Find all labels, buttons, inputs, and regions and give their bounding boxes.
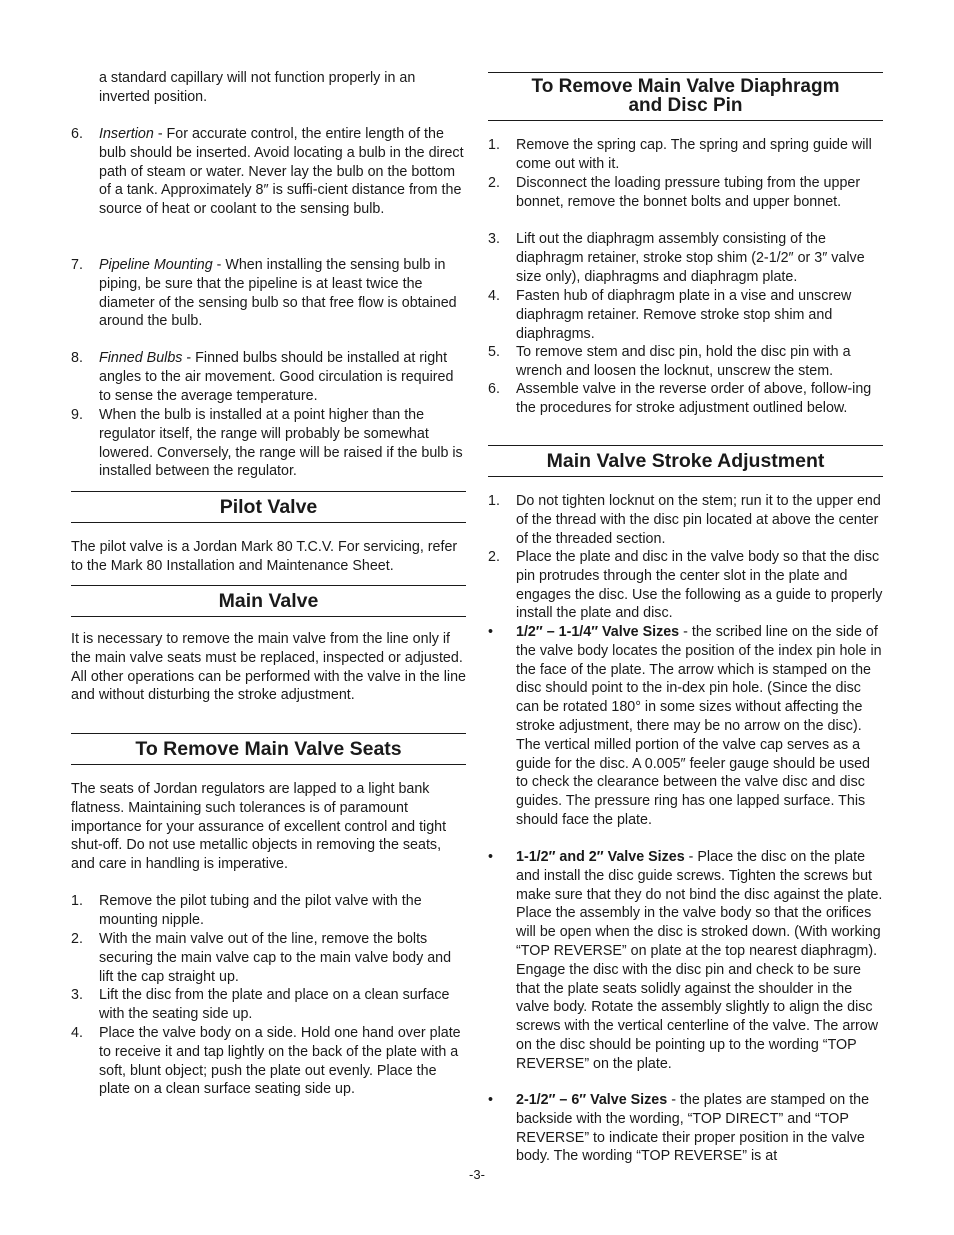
bullet-title: 2-1/2″ – 6″ Valve Sizes xyxy=(516,1092,668,1108)
list-item-insertion xyxy=(71,125,466,219)
remove-diaphragm-heading xyxy=(488,72,883,121)
item-text: When the bulb is installed at a point higher than the regulator itself, the range will probably be somewhat lowered. Conversely, the range will be raised if the bulb is installed between the regulator. xyxy=(99,407,463,480)
valve-size-bullet xyxy=(488,848,883,1074)
bullet-mark: • xyxy=(488,624,494,640)
remove-seats-text: The seats of Jordan regulators are lapped to a light bank flatness. Maintaining such tolerances is of paramount importance for your assurance of excellent control and tight shut-off. Do not use metallic objects in removing the seats, and care in handling is imperative. xyxy=(71,781,447,873)
main-valve-heading: Main Valve xyxy=(71,585,466,617)
list-number: 2. xyxy=(488,549,500,565)
step-text: Lift the disc from the plate and place on a clean surface with the seating side up. xyxy=(99,987,450,1022)
seats-step xyxy=(71,986,466,1024)
step-text: To remove stem and disc pin, hold the disc pin with a wrench and loosen the locknut, unscrew the stem. xyxy=(516,344,851,379)
list-number: 3. xyxy=(488,231,500,247)
page-number: -3- xyxy=(469,1167,485,1182)
diaphragm-step xyxy=(488,136,883,174)
stroke-adjustment-heading: Main Valve Stroke Adjustment xyxy=(488,445,883,477)
bullet-title: 1-1/2″ and 2″ Valve Sizes xyxy=(516,849,685,865)
item-title: Finned Bulbs xyxy=(99,350,183,366)
list-number: 4. xyxy=(488,288,500,304)
list-number: 6. xyxy=(71,126,83,142)
item-text: - Finned bulbs should be installed at right angles to the air movement. Good circulation is required to sense the average temperature. xyxy=(99,350,454,404)
seats-step xyxy=(71,930,466,986)
list-number: 4. xyxy=(71,1025,83,1041)
item-text: - When installing the sensing bulb in piping, be sure that the pipeline is at least twice the diameter of the sensing bulb so that free flow is obtained around the bulb. xyxy=(99,257,457,330)
list-number: 2. xyxy=(71,931,83,947)
item-text: - For accurate control, the entire length of the bulb should be inserted. Avoid locating a bulb in the direct path of steam or water. Never lay the bulb on the bottom of a tank. Approximately 8″ is suffi-cient distance from the source of heat or coolant to the sensing bulb. xyxy=(99,126,464,218)
main-valve-text: It is necessary to remove the main valve from the line only if the main valve seats must be replaced, inspected or adjusted. All other operations can be performed with the valve in the line and without disturbing the stroke adjustment. xyxy=(71,631,466,704)
heading-line: To Remove Main Valve Diaphragm xyxy=(531,76,840,97)
list-number: 1. xyxy=(71,893,83,909)
pilot-valve-heading: Pilot Valve xyxy=(71,491,466,523)
valve-size-bullet xyxy=(488,623,883,830)
list-number: 2. xyxy=(488,175,500,191)
stroke-step xyxy=(488,492,883,548)
list-item-bulb-position xyxy=(71,406,466,481)
step-text: Lift out the diaphragm assembly consisting of the diaphragm retainer, stroke stop shim (2-1/2″ or 3″ valve size only), diaphragms and diaphragm plate. xyxy=(516,231,865,285)
bullet-mark: • xyxy=(488,849,494,865)
list-number: 7. xyxy=(71,257,83,273)
bullet-mark: • xyxy=(488,1092,494,1108)
bullet-text: - the scribed line on the side of the valve body locates the position of the index pin hole in the face of the plate. The arrow which is stamped on the disc should point to the in-dex pin hole. (Since the disc can be rotated 180° in some sizes without affecting the stroke adjustment, there may be no arrow on the disc). The vertical milled portion of the valve cap serves as a guide for the disc. A 0.005″ feeler gauge should be used to check the clearance between the valve disc and disc guides. The pressure ring has one lapped surface. This should face the plate. xyxy=(516,624,882,828)
stroke-step xyxy=(488,548,883,623)
diaphragm-step xyxy=(488,174,883,212)
pilot-valve-text: The pilot valve is a Jordan Mark 80 T.C.V. For servicing, refer to the Mark 80 Installation and Maintenance Sheet. xyxy=(71,539,458,574)
list-number: 3. xyxy=(71,987,83,1003)
list-number: 6. xyxy=(488,381,500,397)
step-text: Remove the pilot tubing and the pilot valve with the mounting nipple. xyxy=(99,893,422,928)
diaphragm-step xyxy=(488,380,883,418)
step-text: Fasten hub of diaphragm plate in a vise and unscrew diaphragm retainer. Remove stroke stop shim and diaphragms. xyxy=(516,288,852,342)
seats-step xyxy=(71,892,466,930)
valve-size-bullet xyxy=(488,1091,883,1166)
bullet-title: 1/2″ – 1-1/4″ Valve Sizes xyxy=(516,624,680,640)
list-item-finned-bulbs xyxy=(71,349,466,405)
diaphragm-step xyxy=(488,343,883,381)
step-text: Do not tighten locknut on the stem; run it to the upper end of the thread with the disc pin located at above the center of the threaded section. xyxy=(516,493,881,547)
bullet-text: - Place the disc on the plate and install the disc guide screws. Tighten the screws but make sure that they do not bind the disc against the plate. Place the assembly in the valve body so that the orifices will be open when the disc is stroked down. (With working “TOP REVERSE” on plate at the top nearest diaphragm). Engage the disc with the disc pin and check to be sure that the plate seats solidly against the shoulder in the valve body. Rotate the assembly slightly to align the disc screws with the vertical centerline of the valve. The arrow on the disc should be pointing up to the wording “TOP REVERSE” on the plate. xyxy=(516,849,883,1072)
remove-seats-heading: To Remove Main Valve Seats xyxy=(71,733,466,765)
heading-line: and Disc Pin xyxy=(628,95,743,116)
step-text: Assemble valve in the reverse order of above, follow-ing the procedures for stroke adjustment outlined below. xyxy=(516,381,872,416)
list-item-pipeline-mounting xyxy=(71,256,466,331)
step-text: Place the plate and disc in the valve body so that the disc pin protrudes through the center slot in the plate and engages the disc. Use the following as a guide to properly install the plate and disc. xyxy=(516,549,883,622)
step-text: With the main valve out of the line, remove the bolts securing the main valve cap to the main valve body and lift the cap straight up. xyxy=(99,931,452,985)
item-title: Insertion xyxy=(99,126,154,142)
seats-step xyxy=(71,1024,466,1099)
step-text: Place the valve body on a side. Hold one hand over plate to receive it and tap lightly on the back of the plate with a soft, blunt object; push the plate out evenly. Place the plate on a clean surface seating side up. xyxy=(99,1025,461,1098)
list-number: 5. xyxy=(488,344,500,360)
list-number: 8. xyxy=(71,350,83,366)
list-number: 1. xyxy=(488,137,500,153)
item-title: Pipeline Mounting xyxy=(99,257,213,273)
step-text: Disconnect the loading pressure tubing from the upper bonnet, remove the bonnet bolts and upper bonnet. xyxy=(516,175,861,210)
bullet-text: - the plates are stamped on the backside with the wording, “TOP DIRECT” and “TOP REVERSE” to indicate their proper position in the valve body. The wording “TOP REVERSE” is at xyxy=(516,1092,870,1165)
list-number: 9. xyxy=(71,407,83,423)
step-text: Remove the spring cap. The spring and spring guide will come out with it. xyxy=(516,137,872,172)
diaphragm-step xyxy=(488,287,883,343)
list-number: 1. xyxy=(488,493,500,509)
intro-paragraph: a standard capillary will not function properly in an inverted position. xyxy=(99,70,416,105)
diaphragm-step xyxy=(488,230,883,286)
